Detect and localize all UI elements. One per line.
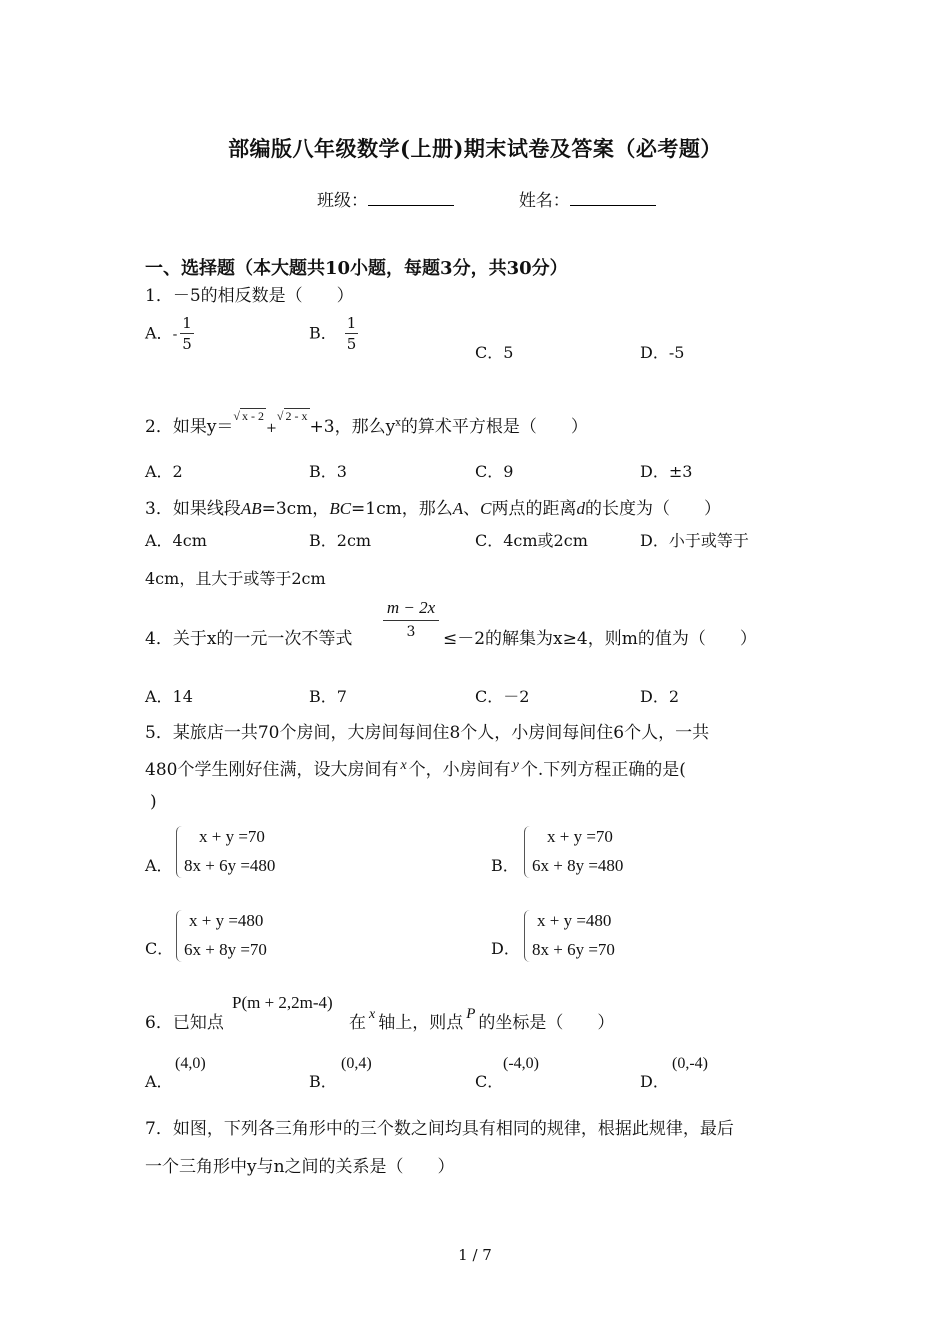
q7-line2: 一个三角形中y与n之间的关系是（ ） xyxy=(145,1157,455,1177)
class-blank xyxy=(368,191,454,206)
q1-option-c: C．5 xyxy=(475,343,514,362)
q2-option-a: A．2 xyxy=(145,462,183,481)
q3-option-d: D．小于或等于 xyxy=(640,531,749,550)
q4-option-c: C．－2 xyxy=(475,687,530,706)
q5-option-d-eq2: 8x + 6y =70 xyxy=(532,940,615,959)
q5-option-a-label: A． xyxy=(145,856,173,875)
q3-option-b: B．2cm xyxy=(309,531,372,550)
page-number: 1 / 7 xyxy=(458,1246,492,1264)
q4-option-b: B．7 xyxy=(309,687,347,706)
q5-option-c-eq2: 6x + 8y =70 xyxy=(184,940,267,959)
q6-option-d: (0,-4) xyxy=(672,1055,708,1072)
q4-option-a: A．14 xyxy=(145,687,193,706)
q6-stem: 在 $^x$ 轴上，则点 P 的坐标是（ ） xyxy=(349,1006,615,1033)
q5-option-a-eq1: x + y =70 xyxy=(199,827,265,846)
q1-option-d: D．-5 xyxy=(640,343,685,362)
q5-line3: ) xyxy=(150,792,157,812)
q6-option-b: (0,4) xyxy=(341,1055,372,1072)
q2-stem: 2．如果y＝$^{√ x - 2}$+$^{√ 2 - x}$+3，那么$y^x$的算术平方根是（ ） xyxy=(145,409,588,437)
q5-line1: 5．某旅店一共70个房间，大房间每间住8个人，小房间每间住6个人，一共 xyxy=(145,723,710,743)
q1-option-b: B． $\frac{1}{5}$ xyxy=(309,314,357,353)
q5-option-b-eq2: 6x + 8y =480 xyxy=(532,856,624,875)
q5-option-c-eq1: x + y =480 xyxy=(189,911,264,930)
q4-pre: 4．关于x的一元一次不等式 xyxy=(145,629,353,649)
q2-option-b: B．3 xyxy=(309,462,347,481)
name-label: 姓名： xyxy=(518,191,570,211)
q3-option-d-cont: 4cm，且大于或等于2cm xyxy=(145,569,326,588)
q5-option-a-brace xyxy=(176,826,183,878)
q6-point: P(m + 2,2m-4) xyxy=(232,993,333,1012)
q2-option-c: C．9 xyxy=(475,462,514,481)
q7-line1: 7．如图，下列各三角形中的三个数之间均具有相同的规律，根据此规律，最后 xyxy=(145,1119,734,1139)
q4-post: ≤－2的解集为x≥4，则m的值为（ ） xyxy=(443,629,757,649)
q5-option-d-brace xyxy=(524,910,531,962)
header-fields xyxy=(317,186,656,211)
q5-option-c-brace xyxy=(176,910,183,962)
q5-line2: 480个学生刚好住满，设大房间有 $^x$ 个，小房间有 $^y$ 个.下列方程正确的是( xyxy=(145,758,686,780)
page-title: 部编版八年级数学(上册)期末试卷及答案（必考题） xyxy=(228,136,722,161)
class-label: 班级： xyxy=(317,191,368,211)
q3-stem: 3．如果线段AB=3cm，BC=1cm，那么A、C两点的距离d的长度为（ ） xyxy=(145,499,721,519)
q6-option-d-label: D． xyxy=(640,1072,669,1091)
q6-option-c: (-4,0) xyxy=(503,1055,539,1072)
q6-pre: 6．已知点 xyxy=(145,1013,224,1033)
q6-option-a-label: A． xyxy=(145,1072,173,1091)
q5-option-b-brace xyxy=(524,826,531,878)
q4-fraction: m − 2x 3 xyxy=(383,598,439,640)
name-blank xyxy=(570,191,656,206)
q5-option-b-label: B． xyxy=(491,856,519,875)
q6-option-b-label: B． xyxy=(309,1072,337,1091)
q5-option-a-eq2: 8x + 6y =480 xyxy=(184,856,276,875)
q5-option-d-eq1: x + y =480 xyxy=(537,911,612,930)
q4-option-d: D．2 xyxy=(640,687,680,706)
q1-stem: 1．－5的相反数是（ ） xyxy=(145,286,354,306)
q1-option-a: A．- $\frac{1}{5}$ xyxy=(145,314,192,353)
q5-option-d-label: D． xyxy=(491,939,520,958)
q5-option-c-label: C． xyxy=(145,939,174,958)
q6-option-c-label: C． xyxy=(475,1072,504,1091)
q3-option-c: C．4cm或2cm xyxy=(475,531,588,550)
q3-option-a: A．4cm xyxy=(145,531,207,550)
q5-option-b-eq1: x + y =70 xyxy=(547,827,613,846)
section-heading: 一、选择题（本大题共10小题，每题3分，共30分） xyxy=(145,258,568,279)
q2-option-d: D．±3 xyxy=(640,462,693,481)
q6-option-a: (4,0) xyxy=(175,1055,206,1072)
